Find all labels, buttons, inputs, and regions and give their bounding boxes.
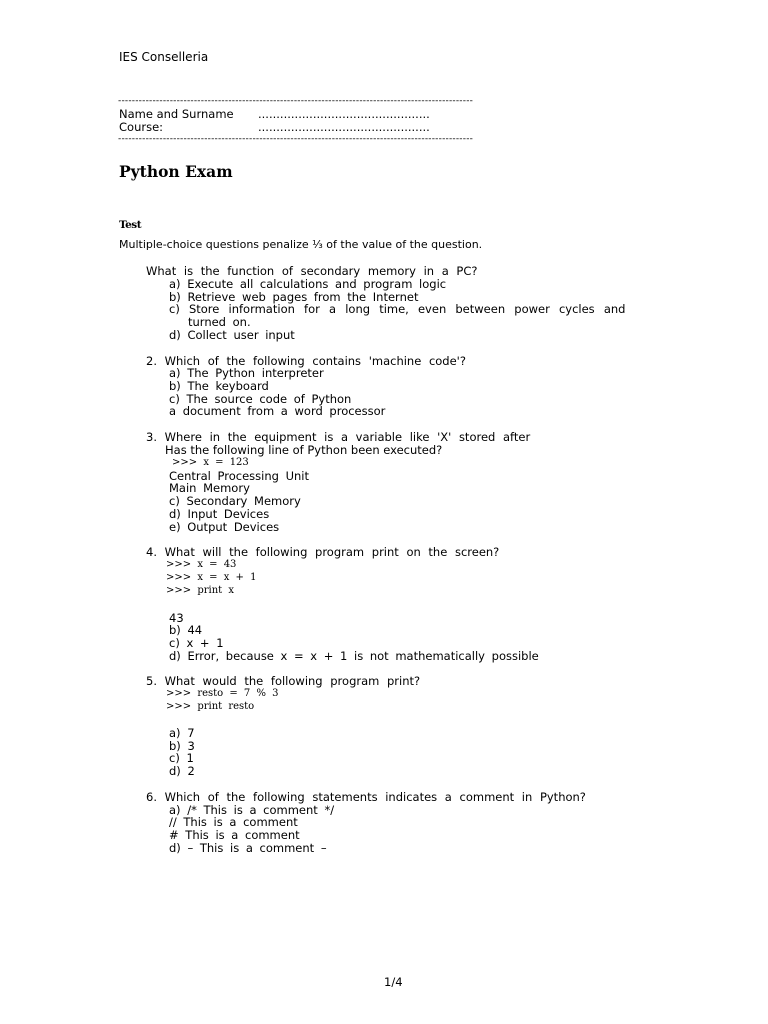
q4-code-2: >>> x = x + 1 [166,572,257,583]
q3-option-c: c) Secondary Memory [169,494,301,508]
q2-option-d: a document from a word processor [169,404,386,418]
q4-code-3: >>> print x [166,585,234,596]
q5-code-2: >>> print resto [166,701,255,712]
q2-option-b: b) The keyboard [169,379,269,393]
q5-option-a: a) 7 [169,726,195,740]
q1-option-d: d) Collect user input [169,328,295,342]
course-field[interactable]: ............................................... [258,120,430,134]
q3-option-b: Main Memory [169,481,250,495]
course-label: Course: [119,120,164,134]
question-4: 4. What will the following program print on the screen? [146,545,500,559]
q4-option-d: d) Error, because x = x + 1 is not mathematically possible [169,649,539,663]
page-number: 1/4 [384,975,403,989]
q2-option-c: c) The source code of Python [169,392,352,406]
q5-code-1: >>> resto = 7 % 3 [166,688,279,699]
question-3-cont: Has the following line of Python been executed? [165,443,443,457]
q6-option-d: d) – This is a comment – [169,841,327,855]
question-1: What is the function of secondary memory in a PC? [146,264,478,278]
q1-option-c-cont: turned on. [188,315,251,329]
divider-top: ------------------------------------------------------------------------------------------------------- [118,96,474,106]
page-title: Python Exam [119,162,233,181]
q4-code-1: >>> x = 43 [166,559,237,570]
question-5: 5. What would the following program print? [146,674,421,688]
q3-option-d: d) Input Devices [169,507,270,521]
q1-option-a: a) Execute all calculations and program logic [169,277,447,291]
q4-option-c: c) x + 1 [169,636,224,650]
q6-option-c: # This is a comment [169,828,300,842]
q5-option-c: c) 1 [169,751,194,765]
divider-bottom: ------------------------------------------------------------------------------------------------------- [118,134,474,144]
name-label: Name and Surname [119,107,234,121]
school-name: IES Conselleria [119,50,209,64]
question-2: 2. Which of the following contains 'machine code'? [146,354,466,368]
q3-code: >>> x = 123 [172,457,249,468]
name-field[interactable]: ............................................... [258,107,430,121]
q6-option-a: a) /* This is a comment */ [169,803,335,817]
q1-option-b: b) Retrieve web pages from the Internet [169,290,419,304]
q4-option-a: 43 [169,611,184,625]
q5-option-b: b) 3 [169,739,195,753]
q4-option-b: b) 44 [169,623,203,637]
question-3: 3. Where in the equipment is a variable like 'X' stored after [146,430,531,444]
question-6: 6. Which of the following statements indicates a comment in Python? [146,790,586,804]
q1-option-c: c) Store information for a long time, even between power cycles and [169,302,626,316]
intro-text: Multiple-choice questions penalize ⅓ of the value of the question. [119,238,483,251]
q2-option-a: a) The Python interpreter [169,366,324,380]
q3-option-a: Central Processing Unit [169,469,310,483]
q5-option-d: d) 2 [169,764,195,778]
section-heading: Test [119,219,142,231]
q3-option-e: e) Output Devices [169,520,280,534]
q6-option-b: // This is a comment [169,815,298,829]
